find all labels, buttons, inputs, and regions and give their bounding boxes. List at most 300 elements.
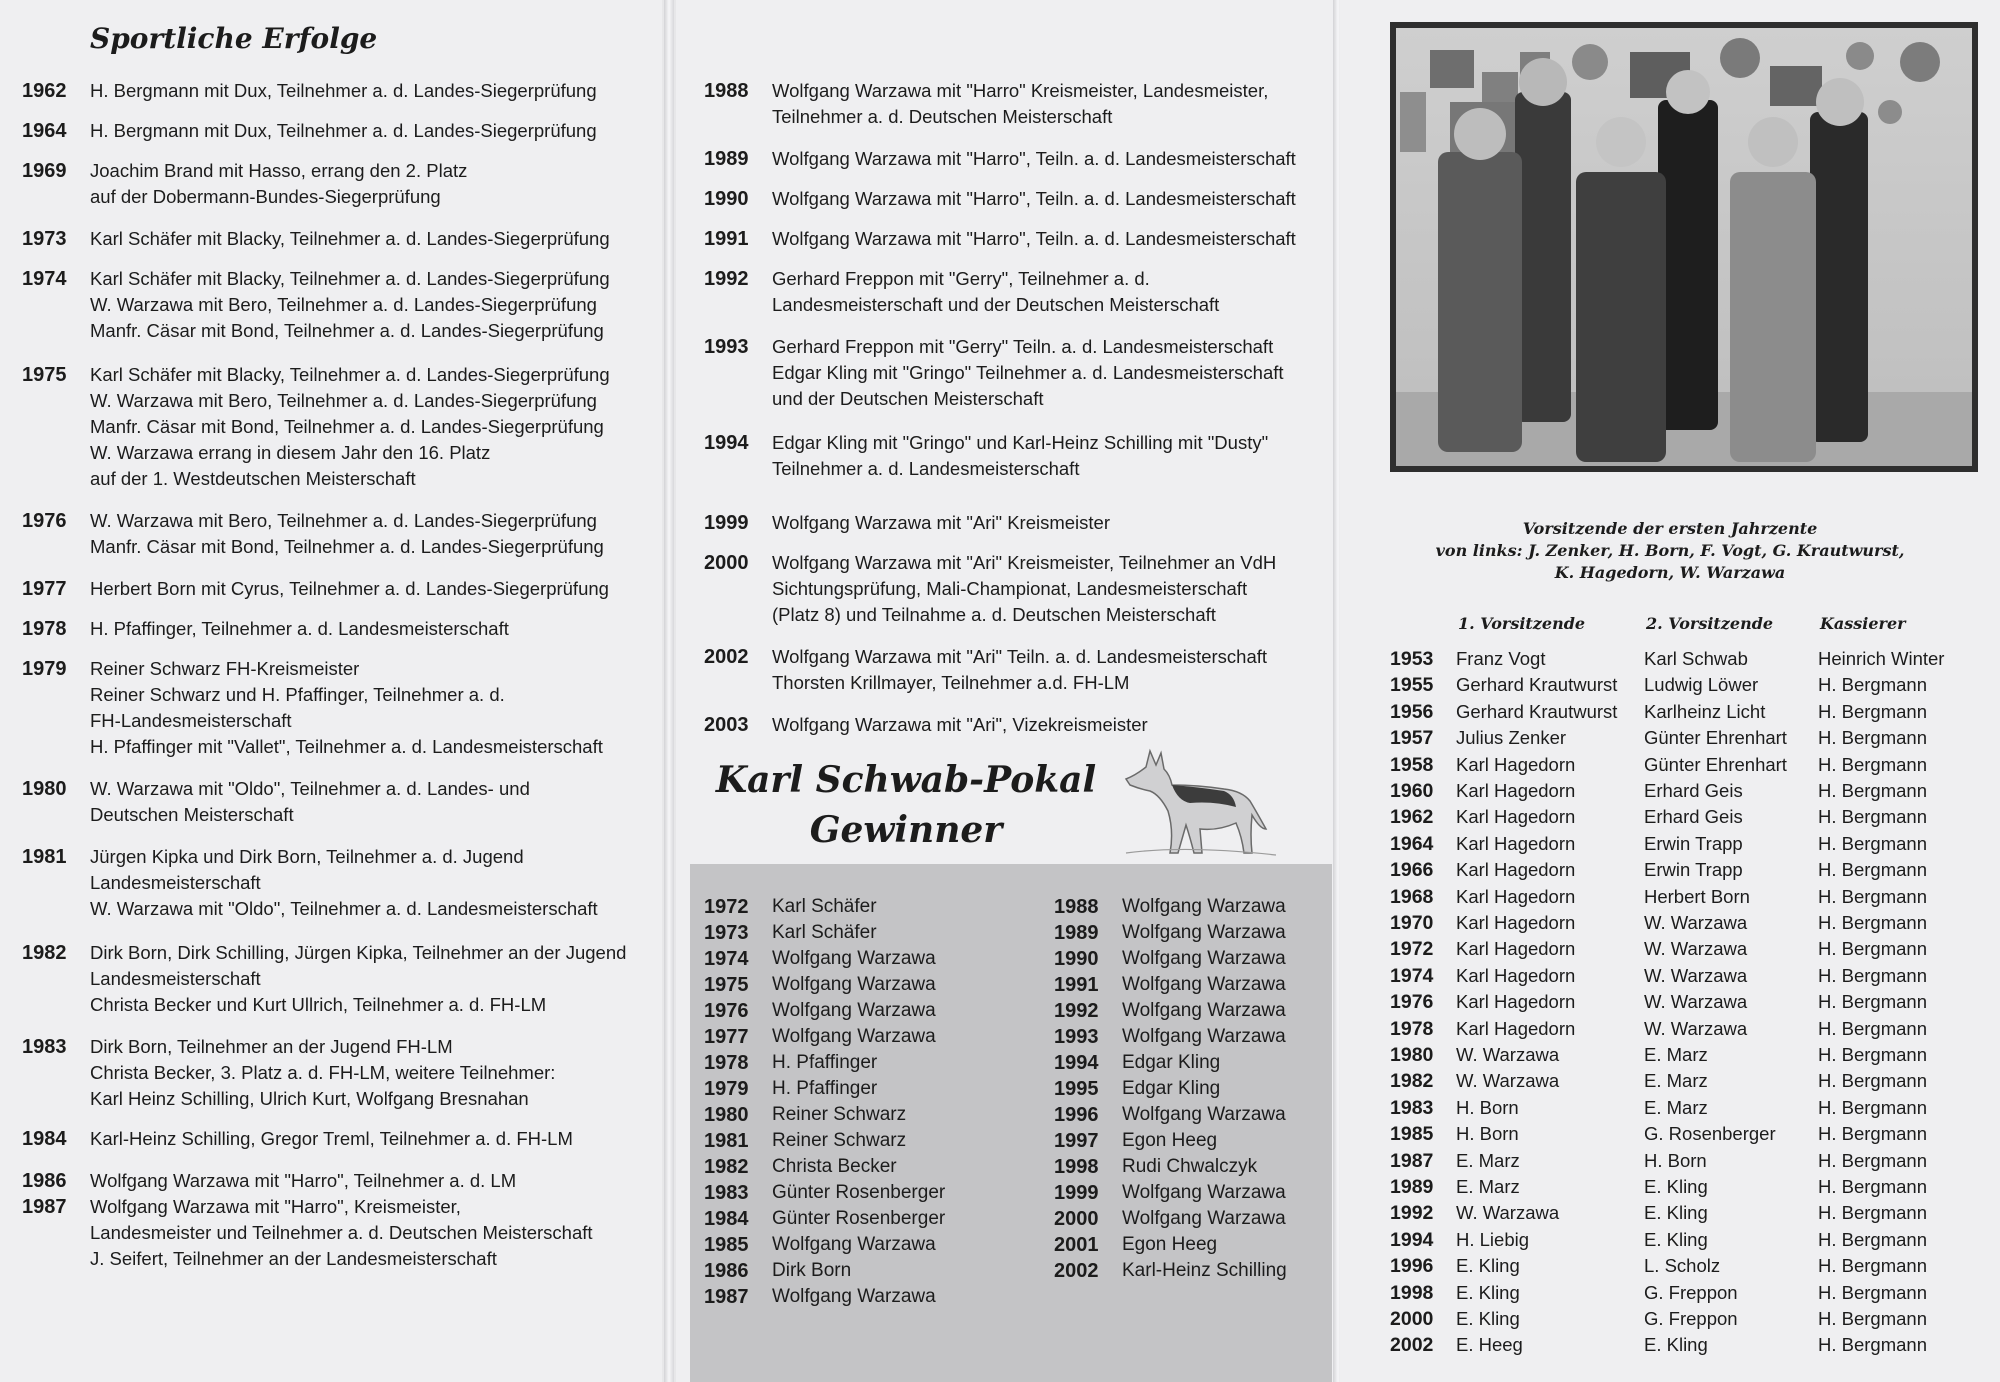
board-table-row — [1390, 778, 1990, 804]
entry-line: Manfr. Cäsar mit Bond, Teilnehmer a. d. Landes-Siegerprüfung — [90, 416, 604, 437]
pokal-winner-name: Wolfgang Warzawa — [772, 1234, 936, 1255]
achievement-entry — [22, 266, 610, 344]
treasurer: H. Bergmann — [1818, 885, 1927, 907]
entry-line: Jürgen Kipka und Dirk Born, Teilnehmer a. d. Jugend — [90, 846, 524, 867]
treasurer: H. Bergmann — [1818, 806, 1927, 828]
second-chair: W. Warzawa — [1644, 991, 1748, 1013]
second-chair: Karl Schwab — [1644, 648, 1748, 669]
pokal-winner-row — [1054, 1102, 1286, 1128]
entry-line: Wolfgang Warzawa mit "Ari" Kreismeister, Teilnehmer an VdH — [772, 552, 1277, 573]
entry-year: 1984 — [22, 1128, 67, 1150]
first-chair: Karl Hagedorn — [1456, 780, 1576, 801]
entry-line: Gerhard Freppon mit "Gerry", Teilnehmer a. d. — [772, 268, 1150, 289]
pokal-title-line: Karl Schwab-Pokal — [715, 759, 1097, 801]
entry-line: Karl Schäfer mit Blacky, Teilnehmer a. d. Landes-Siegerprüfung — [90, 268, 610, 289]
entry-line: Wolfgang Warzawa mit "Harro", Teiln. a. d. Landesmeisterschaft — [772, 228, 1296, 249]
pokal-year: 1990 — [1054, 948, 1099, 970]
first-chair: H. Born — [1456, 1096, 1519, 1118]
board-year: 1998 — [1390, 1281, 1434, 1304]
achievement-entry — [22, 576, 609, 602]
entry-line: (Platz 8) und Teilnahme a. d. Deutschen Meisterschaft — [772, 604, 1216, 625]
pokal-winner-row — [704, 1128, 906, 1154]
entry-line: Landesmeisterschaft und der Deutschen Meisterschaft — [772, 294, 1220, 315]
pokal-winner-row — [704, 1258, 851, 1284]
board-table-row — [1390, 1306, 1990, 1332]
first-chair: Karl Hagedorn — [1456, 832, 1576, 854]
entry-line: Edgar Kling mit "Gringo" und Karl-Heinz Schilling mit "Dusty" — [772, 432, 1269, 453]
pokal-year: 1998 — [1054, 1156, 1099, 1178]
treasurer: H. Bergmann — [1818, 991, 1927, 1013]
board-year: 1972 — [1390, 938, 1434, 961]
pokal-year: 1988 — [1054, 896, 1099, 918]
entry-text — [772, 186, 1296, 212]
board-table-row — [1390, 1200, 1990, 1226]
entry-line: auf der 1. Westdeutschen Meisterschaft — [90, 468, 416, 489]
entry-text — [90, 776, 530, 828]
entry-text — [90, 576, 609, 602]
pokal-winner-row — [1054, 894, 1286, 920]
second-chair: Erwin Trapp — [1644, 859, 1743, 881]
second-chair: Erwin Trapp — [1644, 832, 1743, 854]
treasurer: H. Bergmann — [1818, 1308, 1927, 1329]
treasurer: H. Bergmann — [1818, 700, 1927, 722]
left-panel — [0, 0, 662, 1382]
board-table-row — [1390, 1068, 1990, 1094]
pokal-winner-name: Wolfgang Warzawa — [772, 1286, 936, 1307]
second-chair: E. Marz — [1644, 1096, 1708, 1118]
pokal-year: 1992 — [1054, 1000, 1099, 1022]
entry-line: auf der Dobermann-Bundes-Siegerprüfung — [90, 186, 441, 207]
pokal-winner-name: Christa Becker — [772, 1156, 897, 1177]
entry-year: 1974 — [22, 268, 67, 290]
pokal-year: 1978 — [704, 1052, 749, 1074]
second-chair: Günter Ehrenhart — [1644, 727, 1787, 749]
board-table-row — [1390, 1280, 1990, 1306]
entry-year: 1993 — [704, 336, 749, 358]
first-chair: E. Marz — [1456, 1176, 1520, 1197]
pokal-year: 1989 — [1054, 922, 1099, 944]
board-table-row — [1390, 699, 1990, 725]
first-chair: W. Warzawa — [1456, 1070, 1560, 1092]
entry-line: Deutschen Meisterschaft — [90, 804, 294, 825]
entry-line: Wolfgang Warzawa mit "Harro", Kreismeister, — [90, 1196, 461, 1217]
entry-year: 1975 — [22, 364, 67, 386]
entry-year: 2000 — [704, 552, 749, 574]
entry-year: 1992 — [704, 268, 749, 290]
entry-year: 2003 — [704, 714, 749, 736]
entry-line: Sichtungsprüfung, Mali-Championat, Landesmeisterschaft — [772, 578, 1248, 599]
achievement-entry — [22, 940, 626, 1018]
board-table-row — [1390, 989, 1990, 1015]
entry-line: Wolfgang Warzawa mit "Ari" Kreismeister — [772, 512, 1110, 533]
entry-line: Gerhard Freppon mit "Gerry" Teiln. a. d. Landesmeisterschaft — [772, 336, 1274, 357]
entry-text — [90, 266, 610, 344]
pokal-year: 1977 — [704, 1026, 749, 1048]
pokal-year: 1987 — [704, 1286, 749, 1308]
pokal-winner-name: Wolfgang Warzawa — [1122, 922, 1286, 943]
pokal-winner-row — [704, 1232, 936, 1258]
board-year: 1985 — [1390, 1123, 1434, 1146]
entry-line: J. Seifert, Teilnehmer an der Landesmeisterschaft — [90, 1248, 497, 1269]
board-year: 1994 — [1390, 1228, 1434, 1251]
entry-year: 1964 — [22, 120, 67, 142]
entry-text — [772, 510, 1110, 536]
pokal-winner-name: Wolfgang Warzawa — [772, 948, 936, 969]
column-header-second-chair: 2. Vorsitzende — [1646, 614, 1774, 633]
treasurer: H. Bergmann — [1818, 1202, 1927, 1224]
entry-line: Wolfgang Warzawa mit "Harro", Teiln. a. d. Landesmeisterschaft — [772, 188, 1296, 209]
pokal-winner-row — [704, 1102, 906, 1128]
first-chair: Karl Hagedorn — [1456, 912, 1576, 933]
treasurer: H. Bergmann — [1818, 938, 1927, 960]
first-chair: Karl Hagedorn — [1456, 753, 1576, 775]
second-chair: E. Kling — [1644, 1202, 1708, 1224]
entry-line: Christa Becker, 3. Platz a. d. FH-LM, weitere Teilnehmer: — [90, 1062, 556, 1083]
entry-line: Karl Heinz Schilling, Ulrich Kurt, Wolfgang Bresnahan — [90, 1088, 529, 1109]
entry-line: Manfr. Cäsar mit Bond, Teilnehmer a. d. Landes-Siegerprüfung — [90, 536, 604, 557]
entry-year: 1977 — [22, 578, 67, 600]
entry-line: Dirk Born, Dirk Schilling, Jürgen Kipka, Teilnehmer an der Jugend — [90, 942, 627, 963]
entry-line: FH-Landesmeisterschaft — [90, 710, 292, 731]
entry-year: 1976 — [22, 510, 67, 532]
pokal-year: 1995 — [1054, 1078, 1099, 1100]
entry-line: W. Warzawa mit "Oldo", Teilnehmer a. d. Landesmeisterschaft — [90, 898, 598, 919]
board-year: 1960 — [1390, 780, 1434, 802]
first-chair: W. Warzawa — [1456, 1044, 1560, 1065]
pokal-year: 1974 — [704, 948, 749, 970]
treasurer: H. Bergmann — [1818, 780, 1927, 801]
pokal-winner-name: Karl-Heinz Schilling — [1122, 1260, 1287, 1281]
pokal-year: 1999 — [1054, 1182, 1099, 1204]
board-table-row — [1390, 1016, 1990, 1042]
entry-text — [90, 1126, 573, 1152]
board-table-row — [1390, 1121, 1990, 1147]
treasurer: H. Bergmann — [1818, 859, 1927, 881]
achievement-entry — [704, 146, 1296, 172]
first-chair: Julius Zenker — [1456, 727, 1567, 749]
entry-text — [90, 1034, 555, 1112]
treasurer: Heinrich Winter — [1818, 648, 1945, 669]
entry-text — [90, 656, 603, 760]
first-chair: Franz Vogt — [1456, 648, 1546, 669]
entry-year: 1978 — [22, 618, 67, 640]
entry-line: Christa Becker und Kurt Ullrich, Teilnehmer a. d. FH-LM — [90, 994, 547, 1015]
board-table-row — [1390, 936, 1990, 962]
second-chair: Ludwig Löwer — [1644, 674, 1759, 696]
entry-year: 1981 — [22, 846, 67, 868]
board-table-row — [1390, 752, 1990, 778]
board-year: 1957 — [1390, 727, 1434, 750]
entry-text — [772, 712, 1148, 738]
pokal-year: 1972 — [704, 896, 749, 918]
board-year: 1989 — [1390, 1176, 1434, 1198]
second-chair: E. Kling — [1644, 1228, 1708, 1250]
entry-year: 1987 — [22, 1196, 67, 1218]
pokal-winner-name: Egon Heeg — [1122, 1234, 1218, 1255]
entry-line: Dirk Born, Teilnehmer an der Jugend FH-LM — [90, 1036, 453, 1057]
pokal-winner-name: Edgar Kling — [1122, 1078, 1221, 1099]
treasurer: H. Bergmann — [1818, 1017, 1927, 1039]
first-chair: W. Warzawa — [1456, 1202, 1560, 1224]
pokal-year: 1983 — [704, 1182, 749, 1204]
board-year: 1964 — [1390, 832, 1434, 855]
photo-caption — [1340, 518, 2000, 584]
pokal-year: 1975 — [704, 974, 749, 996]
entry-text — [772, 78, 1268, 130]
first-chair: Karl Hagedorn — [1456, 964, 1576, 986]
board-table-row — [1390, 1174, 1990, 1200]
second-chair: E. Marz — [1644, 1044, 1708, 1065]
pokal-winner-name: Wolfgang Warzawa — [1122, 1182, 1286, 1203]
pokal-winner-row — [1054, 972, 1286, 998]
pokal-winner-name: Reiner Schwarz — [772, 1104, 907, 1125]
treasurer: H. Bergmann — [1818, 1123, 1927, 1145]
entry-line: H. Pfaffinger mit "Vallet", Teilnehmer a. d. Landesmeisterschaft — [90, 736, 603, 757]
pokal-winner-name: Günter Rosenberger — [772, 1182, 946, 1203]
caption-line: K. Hagedorn, W. Warzawa — [1554, 563, 1786, 582]
pokal-winner-name: Karl Schäfer — [772, 896, 877, 917]
pokal-winner-row — [1054, 1206, 1286, 1232]
pokal-winner-name: Wolfgang Warzawa — [1122, 1026, 1286, 1047]
achievement-entry — [22, 776, 530, 828]
pokal-winner-row — [1054, 946, 1286, 972]
board-year: 1956 — [1390, 700, 1434, 723]
entry-text — [90, 78, 597, 104]
first-chair: E. Marz — [1456, 1149, 1520, 1171]
entry-text — [90, 362, 610, 492]
board-year: 1970 — [1390, 912, 1434, 934]
achievement-entry — [22, 226, 610, 252]
second-chair: W. Warzawa — [1644, 938, 1748, 960]
treasurer: H. Bergmann — [1818, 1255, 1927, 1277]
treasurer: H. Bergmann — [1818, 1149, 1927, 1171]
entry-line: Wolfgang Warzawa mit "Harro", Teiln. a. d. Landesmeisterschaft — [772, 148, 1296, 169]
entry-text — [90, 616, 509, 642]
second-chair: Günter Ehrenhart — [1644, 753, 1787, 775]
achievement-entry — [22, 616, 509, 642]
achievement-entry — [22, 118, 597, 144]
treasurer: H. Bergmann — [1818, 1070, 1927, 1092]
first-chair: E. Heeg — [1456, 1334, 1523, 1356]
pokal-winner-name: Wolfgang Warzawa — [1122, 1208, 1286, 1229]
pokal-winner-name: Wolfgang Warzawa — [772, 974, 936, 995]
entry-text — [90, 118, 597, 144]
board-year: 1992 — [1390, 1202, 1434, 1225]
entry-line: Teilnehmer a. d. Deutschen Meisterschaft — [772, 106, 1113, 127]
entry-year: 1988 — [704, 80, 749, 102]
entry-text — [90, 1168, 516, 1194]
board-year: 1955 — [1390, 674, 1434, 697]
entry-text — [90, 226, 610, 252]
board-year: 1983 — [1390, 1096, 1434, 1119]
board-table-row — [1390, 804, 1990, 830]
entry-year: 1983 — [22, 1036, 67, 1058]
board-table-row — [1390, 672, 1990, 698]
board-table-row — [1390, 1227, 1990, 1253]
achievement-entry — [22, 1194, 593, 1272]
pokal-winner-row — [704, 1076, 877, 1102]
achievement-entry — [22, 362, 610, 492]
pokal-winner-name: Karl Schäfer — [772, 922, 877, 943]
achievement-entry — [22, 1034, 555, 1112]
pokal-winner-row — [1054, 1154, 1257, 1180]
achievement-entry — [22, 1126, 573, 1152]
board-year: 1966 — [1390, 859, 1434, 882]
pokal-year: 1980 — [704, 1104, 749, 1126]
entry-line: Teilnehmer a. d. Landesmeisterschaft — [772, 458, 1080, 479]
achievement-entry — [704, 430, 1268, 482]
entry-year: 1999 — [704, 512, 749, 534]
entry-line: Reiner Schwarz und H. Pfaffinger, Teilnehmer a. d. — [90, 684, 505, 705]
column-header-first-chair: 1. Vorsitzende — [1458, 614, 1586, 633]
first-chair: Karl Hagedorn — [1456, 991, 1576, 1013]
second-chair: G. Rosenberger — [1644, 1123, 1776, 1145]
pokal-year: 1997 — [1054, 1130, 1099, 1152]
board-year: 1974 — [1390, 964, 1434, 987]
pokal-winner-row — [1054, 1232, 1217, 1258]
pokal-title-line: Gewinner — [809, 809, 1003, 851]
treasurer: H. Bergmann — [1818, 1176, 1927, 1197]
entry-line: W. Warzawa mit Bero, Teilnehmer a. d. Landes-Siegerprüfung — [90, 390, 597, 411]
treasurer: H. Bergmann — [1818, 1334, 1927, 1356]
middle-panel — [676, 0, 1336, 1382]
board-year: 1987 — [1390, 1149, 1434, 1172]
board-table-row — [1390, 1095, 1990, 1121]
board-year: 2002 — [1390, 1334, 1434, 1357]
pokal-winner-row — [1054, 1180, 1286, 1206]
pokal-year: 1994 — [1054, 1052, 1099, 1074]
entry-text — [90, 844, 598, 922]
entry-year: 1982 — [22, 942, 67, 964]
entry-line: W. Warzawa mit Bero, Teilnehmer a. d. Landes-Siegerprüfung — [90, 294, 597, 315]
first-chair: H. Liebig — [1456, 1228, 1530, 1250]
entry-text — [772, 266, 1219, 318]
entry-year: 1989 — [704, 148, 749, 170]
pokal-year: 1991 — [1054, 974, 1099, 996]
caption-line: von links: J. Zenker, H. Born, F. Vogt, G. Krautwurst, — [1435, 541, 1905, 560]
first-chair: Gerhard Krautwurst — [1456, 674, 1618, 696]
entry-line: Joachim Brand mit Hasso, errang den 2. Platz — [90, 160, 468, 181]
first-chair: H. Born — [1456, 1123, 1519, 1145]
achievement-entry — [704, 510, 1110, 536]
right-panel — [1340, 0, 2000, 1382]
entry-line: und der Deutschen Meisterschaft — [772, 388, 1044, 409]
entry-line: W. Warzawa mit Bero, Teilnehmer a. d. Landes-Siegerprüfung — [90, 510, 597, 531]
entry-year: 1962 — [22, 80, 67, 102]
treasurer: H. Bergmann — [1818, 964, 1927, 986]
achievement-entry — [704, 334, 1284, 412]
pokal-year: 1996 — [1054, 1104, 1099, 1126]
second-chair: E. Marz — [1644, 1070, 1708, 1092]
second-chair: L. Scholz — [1644, 1255, 1721, 1277]
entry-year: 1979 — [22, 658, 67, 680]
second-chair: Herbert Born — [1644, 885, 1750, 907]
second-chair: Erhard Geis — [1644, 806, 1743, 828]
pokal-winner-name: Egon Heeg — [1122, 1130, 1218, 1151]
pokal-winners-table — [690, 864, 1332, 1382]
pokal-winner-row — [704, 894, 877, 920]
entry-line: Landesmeisterschaft — [90, 968, 261, 989]
column-header-treasurer: Kassierer — [1820, 614, 1906, 633]
pokal-winner-row — [1054, 920, 1286, 946]
achievement-entry — [704, 78, 1268, 130]
entry-text — [90, 1194, 593, 1272]
achievement-entry — [22, 656, 603, 760]
achievement-entry — [22, 78, 597, 104]
entry-year: 1991 — [704, 228, 749, 250]
achievement-entry — [22, 844, 598, 922]
pokal-winner-row — [1054, 1050, 1220, 1076]
first-chair: E. Kling — [1456, 1281, 1520, 1303]
entry-text — [90, 940, 626, 1018]
pokal-title — [706, 755, 1106, 855]
pokal-winner-row — [704, 920, 877, 946]
entry-line: Herbert Born mit Cyrus, Teilnehmer a. d. Landes-Siegerprüfung — [90, 578, 609, 599]
pokal-year: 1981 — [704, 1130, 749, 1152]
entry-line: Wolfgang Warzawa mit "Harro" Kreismeister, Landesmeister, — [772, 80, 1269, 101]
pokal-year: 1985 — [704, 1234, 749, 1256]
board-table-row — [1390, 831, 1990, 857]
entry-year: 2002 — [704, 646, 749, 668]
caption-line: Vorsitzende der ersten Jahrzente — [1522, 519, 1818, 538]
board-table-row — [1390, 857, 1990, 883]
pokal-year: 1984 — [704, 1208, 749, 1230]
second-chair: W. Warzawa — [1644, 912, 1748, 933]
entry-line: H. Pfaffinger, Teilnehmer a. d. Landesmeisterschaft — [90, 618, 509, 639]
entry-year: 1994 — [704, 432, 749, 454]
pokal-winner-row — [1054, 1076, 1220, 1102]
pokal-winner-name: Dirk Born — [772, 1260, 852, 1281]
entry-line: Wolfgang Warzawa mit "Ari" Teiln. a. d. Landesmeisterschaft — [772, 646, 1268, 667]
pokal-winner-name: Wolfgang Warzawa — [1122, 896, 1286, 917]
entry-line: Karl Schäfer mit Blacky, Teilnehmer a. d. Landes-Siegerprüfung — [90, 228, 610, 249]
first-chair: E. Kling — [1456, 1255, 1520, 1277]
pokal-winner-name: Reiner Schwarz — [772, 1130, 907, 1151]
entry-text — [90, 158, 467, 210]
second-chair: W. Warzawa — [1644, 1017, 1748, 1039]
achievement-entry — [704, 644, 1267, 696]
board-year: 1953 — [1390, 648, 1434, 670]
board-table-row — [1390, 1253, 1990, 1279]
page-fold — [664, 0, 674, 1382]
pokal-winner-name: H. Pfaffinger — [772, 1052, 878, 1073]
entry-text — [772, 644, 1267, 696]
entry-text — [772, 226, 1296, 252]
entry-text — [772, 550, 1276, 628]
entry-line: Wolfgang Warzawa mit "Harro", Teilnehmer a. d. LM — [90, 1170, 517, 1191]
pokal-winner-name: Wolfgang Warzawa — [1122, 974, 1286, 995]
achievement-entry — [704, 550, 1276, 628]
board-table-row — [1390, 646, 1990, 672]
pokal-year: 1993 — [1054, 1026, 1099, 1048]
entry-line: Manfr. Cäsar mit Bond, Teilnehmer a. d. Landes-Siegerprüfung — [90, 320, 604, 341]
pokal-year: 2002 — [1054, 1260, 1099, 1282]
pokal-winner-row — [1054, 1128, 1217, 1154]
section-title: Sportliche Erfolge — [90, 22, 378, 55]
first-chair: Karl Hagedorn — [1456, 806, 1576, 828]
pokal-winner-name: Rudi Chwalczyk — [1122, 1156, 1258, 1177]
board-table-row — [1390, 725, 1990, 751]
group-photo — [1390, 22, 1978, 472]
board-table-row — [1390, 1332, 1990, 1358]
treasurer: H. Bergmann — [1818, 674, 1927, 696]
entry-year: 1986 — [22, 1170, 67, 1192]
board-year: 1980 — [1390, 1044, 1434, 1066]
second-chair: Erhard Geis — [1644, 780, 1743, 801]
entry-text — [772, 146, 1296, 172]
pokal-year: 1986 — [704, 1260, 749, 1282]
treasurer: H. Bergmann — [1818, 1096, 1927, 1118]
